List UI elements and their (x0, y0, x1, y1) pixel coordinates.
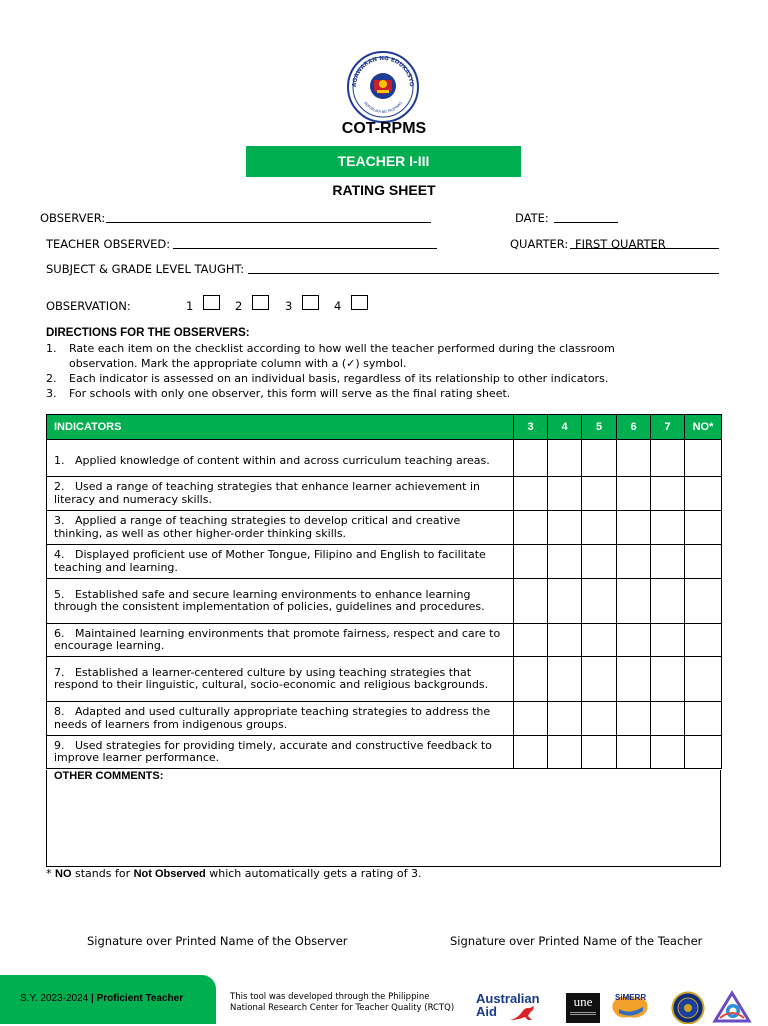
note-mid: stands for (71, 867, 134, 880)
developer-credit-line-2: National Research Center for Teacher Quality (RCTQ) (230, 1003, 455, 1013)
rating-cell[interactable] (685, 511, 722, 545)
rating-cell[interactable] (582, 579, 617, 624)
developer-credit-line-1: This tool was developed through the Philippine (230, 992, 430, 1002)
document-title: COT-RPMS (341, 120, 427, 137)
rating-cell[interactable] (548, 579, 582, 624)
rating-cell[interactable] (548, 511, 582, 545)
rating-cell[interactable] (548, 477, 582, 511)
rating-cell[interactable] (617, 736, 651, 769)
note-star: * (46, 867, 55, 880)
rating-cell[interactable] (651, 477, 685, 511)
observation-2-checkbox[interactable] (252, 295, 269, 310)
rating-cell[interactable] (651, 736, 685, 769)
rating-cell[interactable] (651, 702, 685, 736)
rating-cell[interactable] (617, 579, 651, 624)
rating-cell[interactable] (685, 579, 722, 624)
subject-grade-field[interactable] (248, 261, 719, 274)
indicator-text: 8. Adapted and used culturally appropriate teaching strategies to address the needs of learners from indigenous groups. (47, 702, 514, 736)
rating-cell[interactable] (582, 657, 617, 702)
rating-cell[interactable] (548, 440, 582, 477)
direction-2-text: Each indicator is assessed on an individual basis, regardless of its relationship to other indicators. (69, 372, 609, 385)
other-comments-box[interactable] (46, 770, 721, 867)
quarter-value: FIRST QUARTER (575, 237, 666, 251)
rating-cell[interactable] (617, 657, 651, 702)
rating-cell[interactable] (548, 702, 582, 736)
table-row (47, 579, 722, 624)
other-comments-label: OTHER COMMENTS: (54, 770, 164, 782)
teacher-signature-label: Signature over Printed Name of the Teacher (450, 934, 703, 948)
date-field[interactable] (554, 210, 618, 223)
une-logo-text: une (573, 994, 593, 1009)
direction-1-text: Rate each item on the checklist according to how well the teacher performed during the classroom (69, 342, 615, 355)
indicator-text: 2. Used a range of teaching strategies that enhance learner achievement in literacy and numeracy skills. (47, 477, 514, 511)
footer-school-year (20, 993, 183, 1004)
rating-cell[interactable] (685, 736, 722, 769)
rating-cell[interactable] (548, 736, 582, 769)
rating-cell[interactable] (514, 440, 548, 477)
une-logo (566, 993, 600, 1023)
rating-cell[interactable] (514, 736, 548, 769)
teacher-level: Proficient Teacher (96, 993, 184, 1004)
rating-cell[interactable] (548, 624, 582, 657)
rctq-logo-icon (712, 990, 752, 1024)
rating-5-header: 5 (582, 415, 617, 440)
simerr-logo-text: SiMERR (615, 993, 647, 1002)
rating-4-header: 4 (548, 415, 582, 440)
table-row (47, 440, 722, 477)
rating-cell[interactable] (582, 624, 617, 657)
rating-cell[interactable] (685, 440, 722, 477)
rating-cell[interactable] (685, 702, 722, 736)
rating-cell[interactable] (651, 440, 685, 477)
direction-1-num: 1. (46, 342, 57, 355)
document-subtitle: RATING SHEET (332, 182, 436, 198)
deped-seal (346, 50, 420, 124)
rating-cell[interactable] (617, 702, 651, 736)
table-row (47, 511, 722, 545)
direction-1-continued: observation. Mark the appropriate column with a (✓) symbol. (69, 357, 407, 370)
teacher-observed-label: TEACHER OBSERVED: (46, 237, 171, 251)
indicator-text: 5. Established safe and secure learning environments to enhance learning through the consistent implementation of policies, guidelines and procedures. (47, 579, 514, 624)
observation-option-3-label: 3 (285, 299, 293, 313)
indicator-text: 9. Used strategies for providing timely, accurate and constructive feedback to improve learner performance. (47, 736, 514, 769)
rating-cell[interactable] (514, 545, 548, 579)
position-banner: TEACHER I-III (246, 146, 521, 177)
table-header-row (47, 415, 722, 440)
rating-cell[interactable] (514, 511, 548, 545)
observation-option-1-label: 1 (186, 299, 194, 313)
indicator-text: 7. Established a learner-centered culture by using teaching strategies that respond to their linguistic, cultural, socio-economic and religious backgrounds. (47, 657, 514, 702)
rating-cell[interactable] (651, 657, 685, 702)
indicators-header: INDICATORS (47, 415, 514, 440)
observer-signature-label: Signature over Printed Name of the Observer (87, 934, 348, 948)
rating-cell[interactable] (685, 657, 722, 702)
table-row (47, 736, 722, 769)
direction-2-num: 2. (46, 372, 57, 385)
rating-cell[interactable] (617, 477, 651, 511)
rating-cell[interactable] (685, 545, 722, 579)
rating-cell[interactable] (651, 579, 685, 624)
observation-option-2-label: 2 (235, 299, 243, 313)
subject-grade-label: SUBJECT & GRADE LEVEL TAUGHT: (46, 262, 245, 276)
not-observed-header: NO* (685, 415, 722, 440)
indicator-text: 4. Displayed proficient use of Mother Tongue, Filipino and English to facilitate teaching and learning. (47, 545, 514, 579)
teacher-observed-field[interactable] (173, 236, 437, 249)
note-no: NO (55, 868, 72, 880)
svg-text:KAGAWARAN NG EDUKASYON: AGAWARAN NG EDUKASYO (351, 55, 415, 88)
rating-3-header: 3 (514, 415, 548, 440)
rating-cell[interactable] (548, 545, 582, 579)
observation-3-checkbox[interactable] (302, 295, 319, 310)
australian-aid-line-2: Aid (476, 1004, 497, 1019)
directions-heading: DIRECTIONS FOR THE OBSERVERS: (46, 327, 250, 339)
direction-3-num: 3. (46, 387, 57, 400)
footer-separator: | (88, 993, 97, 1004)
indicator-text: 1. Applied knowledge of content within and across curriculum teaching areas. (47, 440, 514, 477)
observer-field[interactable] (106, 210, 431, 223)
rating-cell[interactable] (651, 511, 685, 545)
rating-cell[interactable] (617, 545, 651, 579)
rating-cell[interactable] (685, 624, 722, 657)
direction-3-text: For schools with only one observer, this form will serve as the final rating sheet. (69, 387, 511, 400)
rating-cell[interactable] (651, 545, 685, 579)
rating-cell[interactable] (582, 545, 617, 579)
developer-credit (230, 992, 454, 1014)
table-row (47, 545, 722, 579)
observation-label: OBSERVATION: (46, 299, 131, 313)
observation-4-checkbox[interactable] (351, 295, 368, 310)
rating-cell[interactable] (582, 736, 617, 769)
indicator-text: 3. Applied a range of teaching strategies to develop critical and creative thinking, as well as other higher-order thinking skills. (47, 511, 514, 545)
rating-cell[interactable] (685, 477, 722, 511)
rating-cell[interactable] (582, 440, 617, 477)
school-year: S.Y. 2023-2024 (20, 993, 89, 1004)
simerr-logo (609, 993, 651, 1022)
table-row (47, 624, 722, 657)
rating-cell[interactable] (548, 657, 582, 702)
table-row (47, 702, 722, 736)
note-not-observed: Not Observed (133, 868, 206, 880)
table-row (47, 477, 722, 511)
rating-cell[interactable] (582, 511, 617, 545)
observer-label: OBSERVER: (40, 211, 106, 225)
rating-cell[interactable] (514, 702, 548, 736)
indicators-table (46, 414, 722, 769)
observation-option-4-label: 4 (334, 299, 342, 313)
svg-text:REPUBLIKA NG PILIPINAS: REPUBLIKA NG PILIPINAS (363, 101, 403, 115)
rating-cell[interactable] (617, 624, 651, 657)
rating-cell[interactable] (514, 477, 548, 511)
table-row (47, 657, 722, 702)
not-observed-note (46, 867, 421, 880)
note-tail: which automatically gets a rating of 3. (205, 867, 422, 880)
institutional-seal-icon (671, 991, 705, 1024)
indicator-text: 6. Maintained learning environments that promote fairness, respect and care to encourage learning. (47, 624, 514, 657)
rating-cell[interactable] (651, 624, 685, 657)
rating-6-header: 6 (617, 415, 651, 440)
quarter-label: QUARTER: (510, 237, 569, 251)
rating-cell[interactable] (617, 511, 651, 545)
kangaroo-icon (508, 1004, 538, 1022)
rating-cell[interactable] (582, 702, 617, 736)
rating-cell[interactable] (514, 624, 548, 657)
rating-7-header: 7 (651, 415, 685, 440)
rating-cell[interactable] (514, 657, 548, 702)
date-label: DATE: (515, 211, 549, 225)
australian-aid-line-1: Australian (476, 991, 540, 1006)
rating-cell[interactable] (617, 440, 651, 477)
rating-cell[interactable] (582, 477, 617, 511)
rating-cell[interactable] (514, 579, 548, 624)
observation-1-checkbox[interactable] (203, 295, 220, 310)
